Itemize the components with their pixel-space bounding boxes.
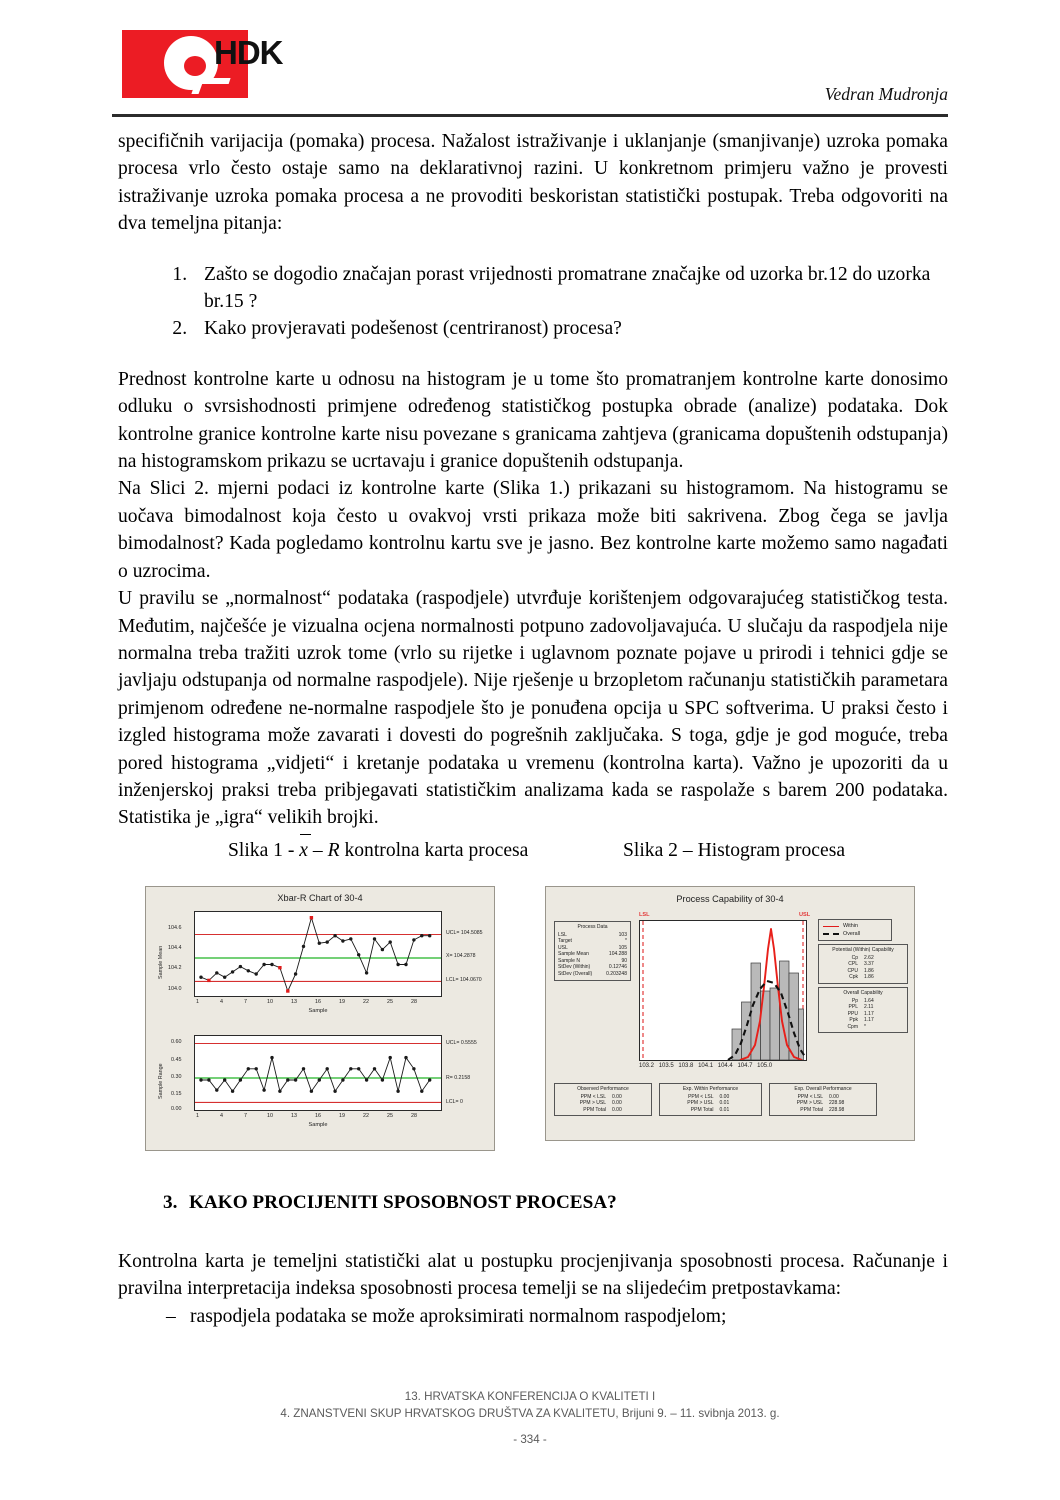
row-key: Pp bbox=[851, 997, 858, 1004]
row-value: 0.00 bbox=[612, 1106, 622, 1113]
xbar-ytick: 104.6 bbox=[168, 925, 182, 931]
xbar-xtick: 19 bbox=[339, 999, 345, 1005]
r-xtick: 7 bbox=[244, 1113, 247, 1119]
r-xtick: 4 bbox=[220, 1113, 223, 1119]
process-capability-figure bbox=[545, 886, 915, 1141]
table-row bbox=[822, 998, 904, 1005]
xbar-lcl-label: LCL= 104.0670 bbox=[446, 977, 482, 983]
row-key: PPU bbox=[847, 1010, 858, 1017]
list-item: 1. Zašto se dogodio značajan porast vrijednosti promatrane značajke od uzorka br.12 do uzorka br.15 ? bbox=[192, 261, 948, 316]
x-letter: x bbox=[299, 840, 308, 861]
histogram-panel bbox=[639, 920, 807, 1061]
table-row bbox=[822, 1004, 904, 1011]
row-value: 90 bbox=[621, 957, 627, 964]
row-key: Target bbox=[558, 938, 572, 945]
xbar-xtick: 10 bbox=[267, 999, 273, 1005]
paragraph-3: Na Slici 2. mjerni podaci iz kontrolne karte (Slika 1.) prikazani su histogramom. Na histogramu se uočava bimodalnost koja često u ovakvoj vrsti prikaza može biti sakrivena. Zbog čega se javlja bimodalnost? Kada pogledamo kontrolnu kartu sve je jasno. Bez kontrolne karte možemo samo nagađati o uzrocima. bbox=[118, 478, 948, 582]
table-row bbox=[558, 945, 627, 952]
r-xtick: 28 bbox=[411, 1113, 417, 1119]
row-key: StDev (Within) bbox=[558, 964, 591, 971]
exp-within-performance-box bbox=[659, 1083, 762, 1116]
overbar bbox=[300, 834, 311, 835]
exp-overall-performance-box bbox=[769, 1083, 877, 1116]
row-value: * bbox=[625, 938, 627, 945]
row-value: 2.62 bbox=[864, 954, 874, 961]
process-data-box bbox=[554, 921, 631, 981]
xbar-r-chart-figure bbox=[145, 886, 495, 1151]
hist-xtick: 103.5 bbox=[658, 1063, 674, 1069]
table-row bbox=[773, 1100, 873, 1107]
author-name: Vedran Mudronja bbox=[824, 84, 948, 104]
page-footer bbox=[0, 1388, 1060, 1448]
dash-bullet: – bbox=[166, 1305, 176, 1327]
table-row bbox=[663, 1107, 758, 1114]
page-header bbox=[112, 26, 948, 118]
exp-overall-performance-header: Exp. Overall Performance bbox=[794, 1086, 852, 1092]
row-value: 1.17 bbox=[864, 1010, 874, 1017]
r-ytick: 0.60 bbox=[171, 1039, 182, 1045]
row-key: Sample Mean bbox=[558, 951, 589, 958]
overall-capability-header: Overall Capability bbox=[843, 990, 883, 996]
potential-capability-header: Potential (Within) Capability bbox=[832, 947, 894, 953]
list-item bbox=[118, 1303, 948, 1330]
figure-2-caption: Slika 2 – Histogram procesa bbox=[623, 840, 846, 861]
capability-legend bbox=[818, 919, 892, 941]
row-value: 0.01 bbox=[719, 1100, 730, 1107]
r-ytick: 0.30 bbox=[171, 1074, 182, 1080]
section-title: KAKO PROCIJENITI SPOSOBNOST PROCESA? bbox=[189, 1192, 617, 1213]
r-ytick: 0.15 bbox=[171, 1091, 182, 1097]
row-value: 0.00 bbox=[612, 1100, 622, 1107]
section-3-body bbox=[118, 1248, 948, 1330]
row-key: Cpk bbox=[849, 974, 858, 981]
hist-xtick: 103.2 bbox=[639, 1063, 655, 1069]
lsl-label: LSL bbox=[639, 912, 650, 918]
section-3-heading bbox=[163, 1192, 948, 1214]
footer-line-2: 4. ZNANSTVENI SKUP HRVATSKOG DRUŠTVA ZA KVALITETU, Brijuni 9. – 11. svibnja 2013. g. bbox=[280, 1407, 780, 1420]
hist-xtick: 104.4 bbox=[717, 1063, 733, 1069]
legend-item bbox=[823, 930, 887, 938]
observed-performance-header: Observed Performance bbox=[577, 1086, 629, 1092]
table-row bbox=[558, 971, 627, 978]
row-value: 1.86 bbox=[864, 967, 874, 974]
section-number: 3. bbox=[163, 1192, 178, 1213]
xbar-chart-title: Xbar-R Chart of 30-4 bbox=[277, 893, 363, 903]
row-value: 0.01 bbox=[719, 1106, 730, 1113]
xbar-xtick: 25 bbox=[387, 999, 393, 1005]
row-value: * bbox=[864, 1023, 866, 1030]
row-value: 103 bbox=[618, 931, 627, 938]
row-value: 1.64 bbox=[864, 997, 874, 1004]
row-value: 0.00 bbox=[612, 1093, 622, 1100]
paragraph-5: Kontrolna karta je temeljni statistički alat u postupku procjenjivanja sposobnosti procesa. Računanje i pravilna interpretacija indeksa sposobnosti procesa temelji se na slijedećim pretpostavkama: bbox=[118, 1251, 948, 1300]
row-key: Ppk bbox=[849, 1017, 858, 1024]
row-key: PPM > USL bbox=[687, 1100, 714, 1107]
paragraph-1: specifičnih varijacija (pomaka) procesa. Nažalost istraživanje i uklanjanje (smanjivanje) uzroka pomaka procesa vrlo često ostaje samo na deklarativnoj razini. U konkretnom primjeru važno je provesti istraživanje uzroka pomaka procesa a ne provoditi beskoristan statistički postupak. Treba odgovoriti na dva temeljna pitanja: bbox=[118, 131, 948, 235]
r-plot-panel bbox=[194, 1035, 442, 1111]
r-xtick: 19 bbox=[339, 1113, 345, 1119]
r-xtick: 25 bbox=[387, 1113, 393, 1119]
caption-1-middle: – R bbox=[308, 840, 340, 861]
r-xtick: 10 bbox=[267, 1113, 273, 1119]
within-line-icon bbox=[823, 926, 839, 927]
row-key: PPM < LSL bbox=[688, 1093, 714, 1100]
r-plot-svg bbox=[195, 1036, 441, 1110]
spacer bbox=[118, 238, 948, 261]
r-ytick: 0.00 bbox=[171, 1106, 182, 1112]
legend-label: Within bbox=[843, 923, 858, 929]
row-value: 0.12746 bbox=[608, 964, 627, 971]
xbar-x-axis-title: Sample bbox=[308, 1008, 328, 1014]
list-item: 2. Kako provjeravati podešenost (centriranost) procesa? bbox=[192, 315, 948, 342]
table-row bbox=[558, 1107, 648, 1114]
xbar-plot-panel bbox=[194, 911, 442, 997]
table-row bbox=[822, 961, 904, 968]
page-number: - 334 - bbox=[513, 1433, 547, 1446]
paragraph-4: U pravilu se „normalnost“ podataka (raspodjele) utvrđuje korištenjem odgovarajućeg statističkog testa. Međutim, najčešće je vizualna ocjena normalnosti potpuno zadovoljavajuća. U slučaju da raspodjela nije normalna treba tražiti uzrok tome (vrlo su rijetke i uglavnom poznate pojave u prirodi i tehnici gdje se javljaju odstupanja od normalne raspodjele). Nije rješenje u brzopletom računanju statističkih parametara primjenom određene ne-normalne raspodjele što je ponuđena opcija u SPC softverima. U praksi često i izgled histograma može zavarati i dovesti do pogrešnih zaključaka. S toga, gdje je god moguće, treba pored histograma „vidjeti“ i kretanje podataka u vremenu (kontrolna karta). Važno je upozoriti da u inženjerskoj praksi treba pribjegavati statističkim analizama kada se raspolaže s barem 200 podataka. Statistika je „igra“ velikih brojki. bbox=[118, 588, 948, 829]
spacer bbox=[118, 343, 948, 366]
table-row bbox=[663, 1094, 758, 1101]
row-value: 0.203248 bbox=[606, 971, 627, 978]
table-row bbox=[822, 974, 904, 981]
r-lcl-label: LCL= 0 bbox=[446, 1099, 463, 1105]
header-divider bbox=[112, 114, 948, 117]
caption-1-suffix: kontrolna karta procesa bbox=[339, 840, 529, 861]
row-key: PPM Total bbox=[583, 1106, 606, 1113]
xbar-xtick: 4 bbox=[220, 999, 223, 1005]
row-value: 2.11 bbox=[864, 1004, 874, 1011]
x-bar-symbol bbox=[299, 840, 308, 862]
question-list bbox=[118, 261, 948, 343]
row-key: PPM Total bbox=[800, 1106, 823, 1113]
row-key: CPU bbox=[847, 967, 858, 974]
histogram-x-ticks bbox=[639, 1063, 809, 1069]
xbar-xtick: 7 bbox=[244, 999, 247, 1005]
row-key: Cp bbox=[851, 954, 858, 961]
table-row bbox=[773, 1094, 873, 1101]
row-key: PPM < LSL bbox=[797, 1093, 823, 1100]
row-value: 1.86 bbox=[864, 974, 874, 981]
xbar-ytick: 104.2 bbox=[168, 965, 182, 971]
r-ytick: 0.45 bbox=[171, 1057, 182, 1063]
logo-wordmark: HDK bbox=[214, 34, 283, 71]
row-value: 0.00 bbox=[719, 1093, 730, 1100]
observed-performance-box bbox=[554, 1083, 652, 1116]
row-value: 228.98 bbox=[829, 1100, 845, 1107]
table-row bbox=[822, 968, 904, 975]
row-key: Sample N bbox=[558, 957, 580, 964]
histogram-svg bbox=[640, 921, 806, 1060]
r-xtick: 1 bbox=[196, 1113, 199, 1119]
hist-xtick: 104.7 bbox=[737, 1063, 753, 1069]
r-center-label: R= 0.2158 bbox=[446, 1075, 471, 1081]
xbar-center-label: X= 104.2878 bbox=[446, 953, 476, 959]
table-row bbox=[822, 955, 904, 962]
row-key: PPM < LSL bbox=[580, 1093, 606, 1100]
list-item-label: raspodjela podataka se može aproksimirati normalnom raspodjelom; bbox=[190, 1305, 727, 1327]
hist-xtick: 105.0 bbox=[757, 1063, 773, 1069]
logo-red-dot bbox=[184, 56, 206, 76]
legend-item bbox=[823, 922, 887, 930]
xbar-xtick: 1 bbox=[196, 999, 199, 1005]
paragraph-2: Prednost kontrolne karte u odnosu na histogram je u tome što promatranjem kontrolne karte donosimo odluku o svrsishodnosti primjene određenog statističkog postupka obrade (analize) podataka. Dok kontrolne granice kontrolne karte nisu povezane s granicama zahtjeva (granicama dopuštenih odstupanja) na histogramskom prikazu se ucrtavaju i granice dopuštenih odstupanja. bbox=[118, 368, 948, 473]
xbar-xtick: 13 bbox=[291, 999, 297, 1005]
table-row bbox=[558, 958, 627, 965]
process-data-header: Process Data bbox=[577, 924, 608, 930]
overall-capability-box bbox=[818, 987, 908, 1033]
table-row bbox=[822, 1024, 904, 1031]
xbar-ucl-label: UCL= 104.5085 bbox=[446, 930, 483, 936]
usl-label: USL bbox=[799, 912, 811, 918]
row-key: PPM > USL bbox=[796, 1100, 823, 1107]
table-row bbox=[663, 1100, 758, 1107]
hist-xtick: 104.1 bbox=[698, 1063, 714, 1069]
r-xtick: 16 bbox=[315, 1113, 321, 1119]
row-value: 0.00 bbox=[829, 1093, 839, 1100]
table-row bbox=[558, 1094, 648, 1101]
caption-1-prefix: Slika 1 - bbox=[228, 840, 300, 861]
table-row bbox=[558, 964, 627, 971]
xbar-xtick: 28 bbox=[411, 999, 417, 1005]
xbar-ytick: 104.4 bbox=[168, 945, 182, 951]
row-key: CPL bbox=[848, 961, 858, 968]
figure-captions bbox=[118, 840, 948, 868]
figures-row bbox=[0, 880, 1060, 1165]
section-3 bbox=[118, 1192, 948, 1214]
overall-line-icon bbox=[823, 933, 839, 935]
row-key: LSL bbox=[558, 931, 567, 938]
capability-chart-title: Process Capability of 30-4 bbox=[676, 894, 784, 904]
hdk-logo bbox=[122, 30, 283, 102]
row-key: USL bbox=[558, 944, 568, 951]
table-row bbox=[558, 951, 627, 958]
table-row bbox=[558, 938, 627, 945]
row-value: 228.98 bbox=[829, 1106, 845, 1113]
r-xtick: 13 bbox=[291, 1113, 297, 1119]
row-key: StDev (Overall) bbox=[558, 971, 593, 978]
hist-xtick: 103.8 bbox=[678, 1063, 694, 1069]
xbar-plot-svg bbox=[195, 912, 441, 996]
xbar-ytick: 104.0 bbox=[168, 986, 182, 992]
xbar-xtick: 16 bbox=[315, 999, 321, 1005]
r-x-axis-title: Sample bbox=[308, 1122, 328, 1128]
row-value: 104.288 bbox=[608, 951, 627, 958]
table-row bbox=[773, 1107, 873, 1114]
r-xtick: 22 bbox=[363, 1113, 369, 1119]
footer-line-1: 13. HRVATSKA KONFERENCIJA O KVALITETI I bbox=[404, 1390, 656, 1403]
table-row bbox=[822, 1017, 904, 1024]
row-key: PPL bbox=[848, 1004, 858, 1011]
row-key: PPM > USL bbox=[579, 1100, 606, 1107]
table-row bbox=[822, 1011, 904, 1018]
r-y-axis-title: Sample Range bbox=[158, 1063, 164, 1099]
table-row bbox=[558, 932, 627, 939]
row-value: 105 bbox=[618, 944, 627, 951]
exp-within-performance-header: Exp. Within Performance bbox=[682, 1086, 739, 1092]
row-key: Cpm bbox=[847, 1023, 858, 1030]
r-ucl-label: UCL= 0.5555 bbox=[446, 1040, 477, 1046]
logo-red-tail bbox=[198, 84, 234, 96]
row-value: 1.17 bbox=[864, 1017, 874, 1024]
table-row bbox=[558, 1100, 648, 1107]
xbar-xtick: 22 bbox=[363, 999, 369, 1005]
xbar-y-axis-title: Sample Mean bbox=[158, 945, 164, 979]
document-body bbox=[118, 128, 948, 832]
row-key: PPM Total bbox=[690, 1106, 714, 1113]
row-value: 3.37 bbox=[864, 961, 874, 968]
legend-label: Overall bbox=[843, 931, 861, 937]
figure-1-caption bbox=[228, 840, 528, 862]
potential-capability-box bbox=[818, 944, 908, 984]
assumption-list bbox=[118, 1303, 948, 1330]
